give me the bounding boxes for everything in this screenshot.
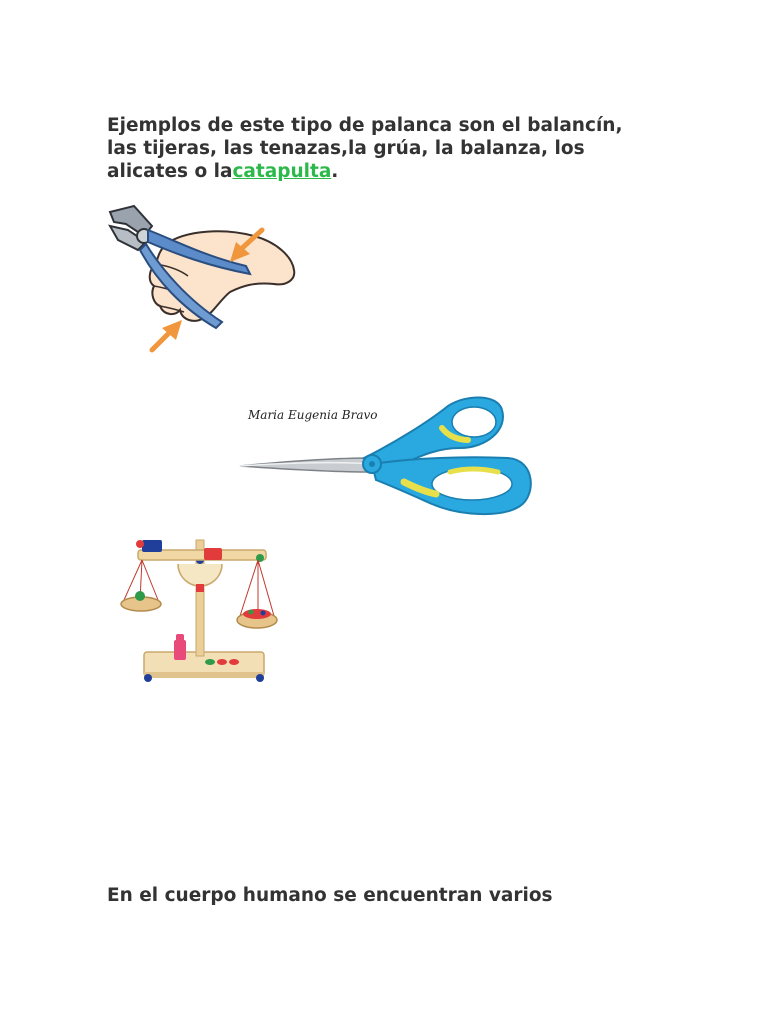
scissors-icon [236, 392, 536, 522]
pliers-hand-icon [104, 200, 300, 356]
signature-text: Maria Eugenia Bravo [248, 408, 378, 422]
paragraph-line-1: Ejemplos de este tipo de palanca son el balancín, [107, 115, 623, 136]
paragraph-line-2: las tijeras, las tenazas,la grúa, la balanza, los [107, 138, 585, 159]
paragraph-line-3-suffix: . [331, 161, 339, 182]
paragraph-line-3-prefix: alicates o la [107, 161, 233, 182]
paragraph-levers-examples [107, 114, 667, 183]
paragraph-human-body [107, 884, 667, 907]
catapulta-link[interactable]: catapulta [232, 161, 332, 182]
paragraph-2-text: En el cuerpo humano se encuentran varios [107, 885, 553, 906]
balance-scale-icon [112, 528, 280, 688]
